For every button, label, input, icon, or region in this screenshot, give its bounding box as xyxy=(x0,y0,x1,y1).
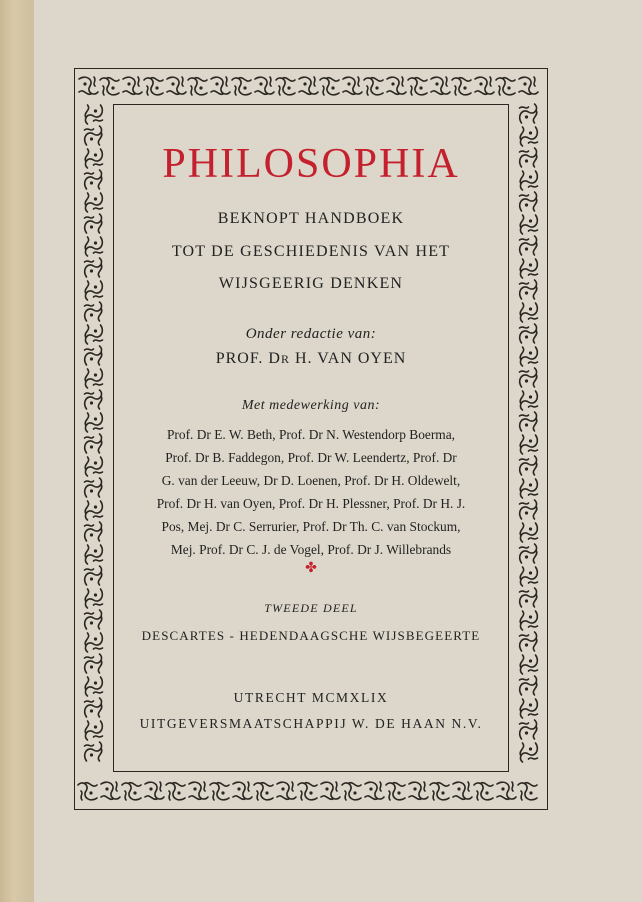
border-scroll-motif xyxy=(520,523,537,542)
border-scroll-motif xyxy=(320,78,339,95)
border-scroll-motif xyxy=(520,743,537,762)
border-scroll-motif xyxy=(520,236,537,255)
border-scroll-motif xyxy=(409,782,428,799)
volume-title: DESCARTES - HEDENDAAGSCHE WIJSBEGEERTE xyxy=(141,628,481,643)
border-scroll-motif xyxy=(85,677,102,696)
contributors-line: Prof. Dr B. Faddegon, Prof. Dr W. Leendertz, Prof. Dr xyxy=(165,450,457,465)
border-scroll-motif xyxy=(298,783,317,800)
border-scroll-motif xyxy=(144,78,163,95)
border-scroll-motif xyxy=(520,104,537,123)
border-scroll-motif xyxy=(85,501,102,520)
volume-label: TWEEDE DEEL xyxy=(264,601,358,615)
border-scroll-motif xyxy=(78,783,97,800)
border-scroll-motif xyxy=(85,478,102,497)
publisher: UITGEVERSMAATSCHAPPIJ W. DE HAAN N.V. xyxy=(139,716,483,731)
border-scroll-motif xyxy=(123,77,142,94)
border-scroll-motif xyxy=(167,77,186,94)
border-scroll-motif xyxy=(321,782,340,799)
border-scroll-motif xyxy=(520,280,537,299)
border-scroll-motif xyxy=(520,127,537,146)
border-scroll-motif xyxy=(85,654,102,673)
contributors-line: Pos, Mej. Dr C. Serrurier, Prof. Dr Th. C. van Stockum, xyxy=(161,519,461,534)
border-scroll-motif xyxy=(520,148,537,167)
border-scroll-motif xyxy=(343,77,362,94)
border-scroll-motif xyxy=(85,237,102,256)
border-scroll-motif xyxy=(520,720,537,739)
border-scroll-motif xyxy=(85,413,102,432)
title-page-content xyxy=(113,104,509,772)
border-scroll-motif xyxy=(85,721,102,740)
border-scroll-motif xyxy=(453,782,472,799)
border-scroll-motif xyxy=(520,699,537,718)
border-scroll-motif xyxy=(79,77,98,94)
border-scroll-motif xyxy=(232,78,251,95)
border-scroll-motif xyxy=(430,783,449,800)
border-scroll-motif xyxy=(520,456,537,475)
border-scroll-motif xyxy=(85,698,102,717)
border-scroll-motif xyxy=(299,77,318,94)
contributors-intro: Met medewerking van: xyxy=(241,398,381,413)
border-scroll-motif xyxy=(386,783,405,800)
border-scroll-motif xyxy=(452,78,471,95)
border-scroll-motif xyxy=(518,783,537,800)
border-scroll-motif xyxy=(122,783,141,800)
place-year: UTRECHT MCMXLIX xyxy=(233,690,389,705)
border-scroll-motif xyxy=(85,633,102,652)
border-scroll-motif xyxy=(277,782,296,799)
border-scroll-motif xyxy=(520,435,537,454)
contributors-line: Mej. Prof. Dr C. J. de Vogel, Prof. Dr J. Willebrands xyxy=(170,542,452,557)
border-scroll-motif xyxy=(211,77,230,94)
border-scroll-motif xyxy=(166,783,185,800)
border-scroll-motif xyxy=(85,193,102,212)
border-scroll-motif xyxy=(101,782,120,799)
subtitle-line-1: BEKNOPT HANDBOEK xyxy=(217,210,405,227)
border-scroll-motif xyxy=(520,324,537,343)
border-scroll-motif xyxy=(520,259,537,278)
border-scroll-motif xyxy=(85,149,102,168)
border-scroll-motif xyxy=(85,105,102,124)
border-scroll-motif xyxy=(387,77,406,94)
border-scroll-motif xyxy=(100,78,119,95)
border-scroll-motif xyxy=(520,655,537,674)
border-scroll-motif xyxy=(85,742,102,761)
border-scroll-motif xyxy=(520,303,537,322)
border-scroll-motif xyxy=(474,783,493,800)
subtitle-line-2: TOT DE GESCHIEDENIS VAN HET xyxy=(171,243,451,260)
border-scroll-motif xyxy=(520,676,537,695)
border-scroll-motif xyxy=(85,302,102,321)
border-scroll-motif xyxy=(520,412,537,431)
border-scroll-motif xyxy=(520,611,537,630)
border-scroll-motif xyxy=(520,500,537,519)
border-scroll-motif xyxy=(520,215,537,234)
contributors-line: Prof. Dr H. van Oyen, Prof. Dr H. Plessner, Prof. Dr H. J. xyxy=(156,496,466,511)
border-scroll-motif xyxy=(496,78,515,95)
border-scroll-motif xyxy=(520,479,537,498)
border-scroll-motif xyxy=(85,346,102,365)
border-scroll-motif xyxy=(520,632,537,651)
border-scroll-motif xyxy=(188,78,207,95)
border-scroll-motif xyxy=(520,544,537,563)
border-scroll-motif xyxy=(276,78,295,95)
clover-ornament-icon: ✤ xyxy=(305,561,317,576)
border-scroll-motif xyxy=(520,391,537,410)
border-scroll-motif xyxy=(85,258,102,277)
border-scroll-motif xyxy=(85,566,102,585)
border-scroll-motif xyxy=(85,325,102,344)
border-scroll-motif xyxy=(497,782,516,799)
border-scroll-motif xyxy=(520,368,537,387)
border-scroll-motif xyxy=(210,783,229,800)
border-scroll-motif xyxy=(255,77,274,94)
editor-intro: Onder redactie van: xyxy=(245,326,377,342)
border-scroll-motif xyxy=(520,192,537,211)
border-scroll-motif xyxy=(85,434,102,453)
border-scroll-motif xyxy=(85,281,102,300)
border-scroll-motif xyxy=(85,457,102,476)
border-scroll-motif xyxy=(85,369,102,388)
border-scroll-motif xyxy=(520,171,537,190)
contributors-line: G. van der Leeuw, Dr D. Loenen, Prof. Dr H. Oldewelt, xyxy=(161,473,461,488)
border-scroll-motif xyxy=(85,390,102,409)
border-scroll-motif xyxy=(85,589,102,608)
border-scroll-motif xyxy=(408,78,427,95)
border-scroll-motif xyxy=(145,782,164,799)
book-title: PHILOSOPHIA xyxy=(162,141,460,187)
border-scroll-motif xyxy=(365,782,384,799)
border-scroll-motif xyxy=(85,126,102,145)
border-scroll-motif xyxy=(364,78,383,95)
border-scroll-motif xyxy=(189,782,208,799)
border-scroll-motif xyxy=(431,77,450,94)
border-scroll-motif xyxy=(475,77,494,94)
border-scroll-motif xyxy=(85,214,102,233)
border-scroll-motif xyxy=(520,588,537,607)
subtitle-line-3: WIJSGEERIG DENKEN xyxy=(218,275,404,292)
border-scroll-motif xyxy=(85,522,102,541)
border-scroll-motif xyxy=(85,545,102,564)
border-scroll-motif xyxy=(519,77,538,94)
border-scroll-motif xyxy=(520,347,537,366)
border-scroll-motif xyxy=(254,783,273,800)
border-scroll-motif xyxy=(85,610,102,629)
contributors-line: Prof. Dr E. W. Beth, Prof. Dr N. Westendorp Boerma, xyxy=(166,427,456,442)
border-scroll-motif xyxy=(233,782,252,799)
editor-name: PROF. DR H. VAN OYEN xyxy=(215,350,407,367)
border-scroll-motif xyxy=(85,170,102,189)
contributors-list xyxy=(113,423,509,561)
border-scroll-motif xyxy=(342,783,361,800)
border-scroll-motif xyxy=(520,567,537,586)
